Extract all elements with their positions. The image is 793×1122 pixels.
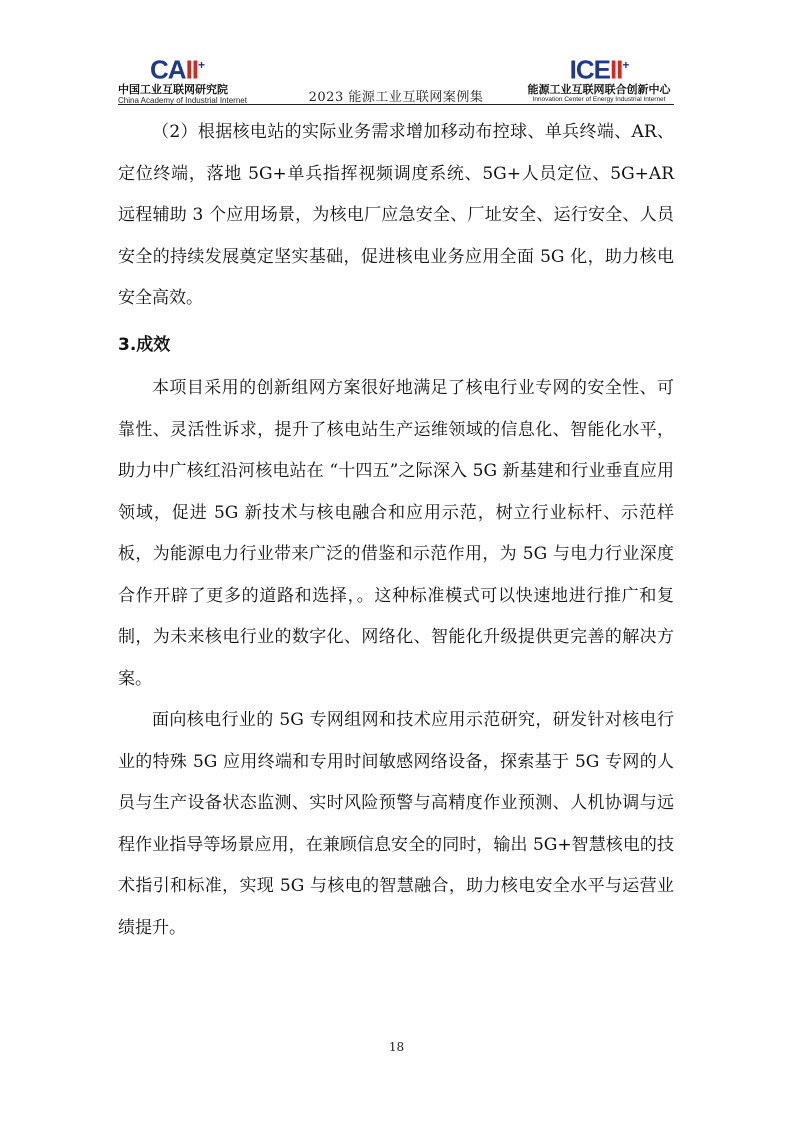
iceii-name-en: Innovation Center of Energy Industrial Internet	[532, 95, 666, 103]
section-heading-results: 3.成效	[118, 334, 171, 355]
iceii-logo	[524, 52, 674, 104]
header-divider	[118, 104, 674, 105]
caii-logo	[118, 52, 258, 105]
caii-name-cn: 中国工业互联网研究院	[118, 82, 228, 96]
header-title: 2023 能源工业互联网案例集	[308, 90, 484, 105]
paragraph-research: 面向核电行业的 5G 专网组网和技术应用示范研究，研发针对核电行业的特殊 5G 应用终端和专用时间敏感网络设备，探索基于 5G 专网的人员与生产设备状态监测、实时风险预警与高精度作业预测、人机协调与远程作业指导等场景应用，在兼顾信息安全的同时，输出 5G+智慧核电的技术指引和标准，实现 5G 与核电的智慧融合，助力核电安全水平与运营业绩提升。	[118, 710, 674, 938]
paragraph-measures: （2）根据核电站的实际业务需求增加移动布控球、单兵终端、AR、定位终端，落地 5G+单兵指挥视频调度系统、5G+人员定位、5G+AR 远程辅助 3 个应用场景，为核电厂应急安全、厂址安全、运行安全、人员安全的持续发展奠定坚实基础，促进核电业务应用全面 5G 化，助力核电安全高效。	[118, 122, 674, 308]
paragraph-results: 本项目采用的创新组网方案很好地满足了核电行业专网的安全性、可靠性、灵活性诉求，提升了核电站生产运维领域的信息化、智能化水平，助力中广核红沿河核电站在 “十四五”之际深入 5G 新基建和行业垂直应用领域，促进 5G 新技术与核电融合和应用示范，树立行业标杆、示范样板，为能源电力行业带来广泛的借鉴和示范作用，为 5G 与电力行业深度合作开辟了更多的道路和选择，。这种标准模式可以快速地进行推广和复制，为未来核电行业的数字化、网络化、智能化升级提供更完善的解决方案。	[118, 378, 674, 689]
iceii-name-cn: 能源工业互联网联合创新中心	[527, 82, 671, 96]
iceii-logo-mark: ICEII+	[569, 54, 629, 85]
caii-logo-mark: CAII+	[150, 54, 205, 85]
page-body	[118, 112, 674, 949]
page-number: 18	[388, 1040, 405, 1054]
caii-name-en: China Academy of Industrial Internet	[118, 95, 247, 105]
page-header	[118, 52, 674, 106]
